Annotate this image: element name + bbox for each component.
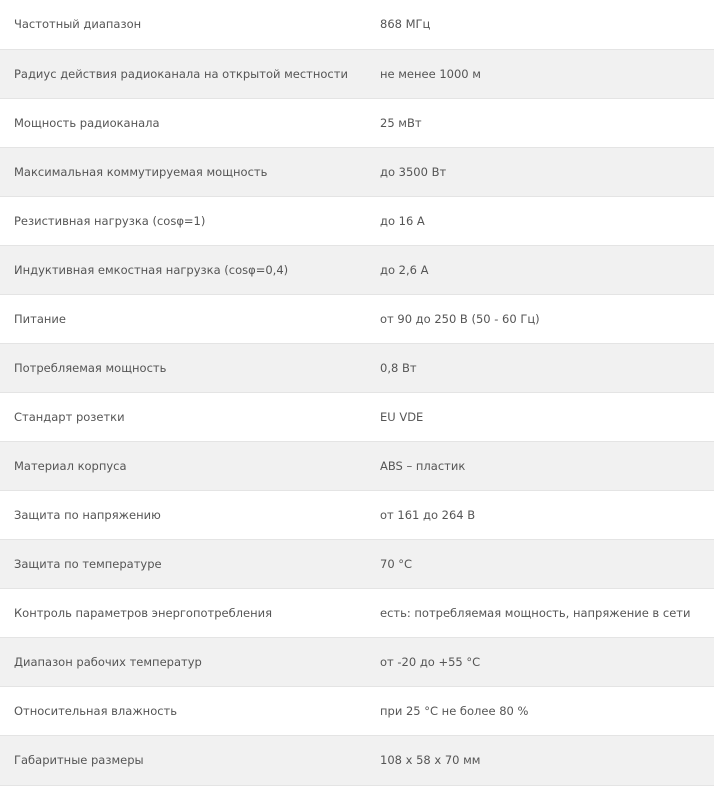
spec-label: Защита по напряжению xyxy=(0,490,367,539)
spec-row xyxy=(0,98,714,147)
spec-label: Потребляемая мощность xyxy=(0,343,367,392)
spec-row xyxy=(0,735,714,785)
spec-value: до 16 А xyxy=(367,196,714,245)
spec-row xyxy=(0,490,714,539)
spec-row xyxy=(0,686,714,735)
spec-row xyxy=(0,245,714,294)
spec-label: Относительная влажность xyxy=(0,686,367,735)
spec-row xyxy=(0,147,714,196)
spec-row xyxy=(0,637,714,686)
spec-value: есть: потребляемая мощность, напряжение в сети xyxy=(367,588,714,637)
spec-label: Габаритные размеры xyxy=(0,735,367,785)
spec-row xyxy=(0,49,714,98)
spec-row xyxy=(0,294,714,343)
spec-label: Контроль параметров энергопотребления xyxy=(0,588,367,637)
spec-value: до 2,6 А xyxy=(367,245,714,294)
spec-value: 25 мВт xyxy=(367,98,714,147)
spec-row xyxy=(0,0,714,49)
spec-label: Максимальная коммутируемая мощность xyxy=(0,147,367,196)
spec-row xyxy=(0,539,714,588)
spec-value: от 90 до 250 В (50 - 60 Гц) xyxy=(367,294,714,343)
spec-label: Материал корпуса xyxy=(0,441,367,490)
spec-value: 868 МГц xyxy=(367,0,714,49)
spec-value: при 25 °C не более 80 % xyxy=(367,686,714,735)
spec-row xyxy=(0,196,714,245)
spec-label: Радиус действия радиоканала на открытой местности xyxy=(0,49,367,98)
spec-label: Диапазон рабочих температур xyxy=(0,637,367,686)
spec-value: 0,8 Вт xyxy=(367,343,714,392)
spec-value: 70 °C xyxy=(367,539,714,588)
spec-label: Защита по температуре xyxy=(0,539,367,588)
spec-value: ABS – пластик xyxy=(367,441,714,490)
spec-label: Стандарт розетки xyxy=(0,392,367,441)
spec-row xyxy=(0,343,714,392)
spec-value: 108 х 58 х 70 мм xyxy=(367,735,714,785)
spec-label: Резистивная нагрузка (cosφ=1) xyxy=(0,196,367,245)
spec-row xyxy=(0,588,714,637)
spec-label: Индуктивная емкостная нагрузка (cosφ=0,4) xyxy=(0,245,367,294)
spec-label: Мощность радиоканала xyxy=(0,98,367,147)
spec-row xyxy=(0,441,714,490)
spec-row xyxy=(0,392,714,441)
spec-value: от -20 до +55 °C xyxy=(367,637,714,686)
spec-value: до 3500 Вт xyxy=(367,147,714,196)
spec-value: не менее 1000 м xyxy=(367,49,714,98)
spec-value: EU VDE xyxy=(367,392,714,441)
spec-label: Питание xyxy=(0,294,367,343)
spec-label: Частотный диапазон xyxy=(0,0,367,49)
spec-value: от 161 до 264 В xyxy=(367,490,714,539)
